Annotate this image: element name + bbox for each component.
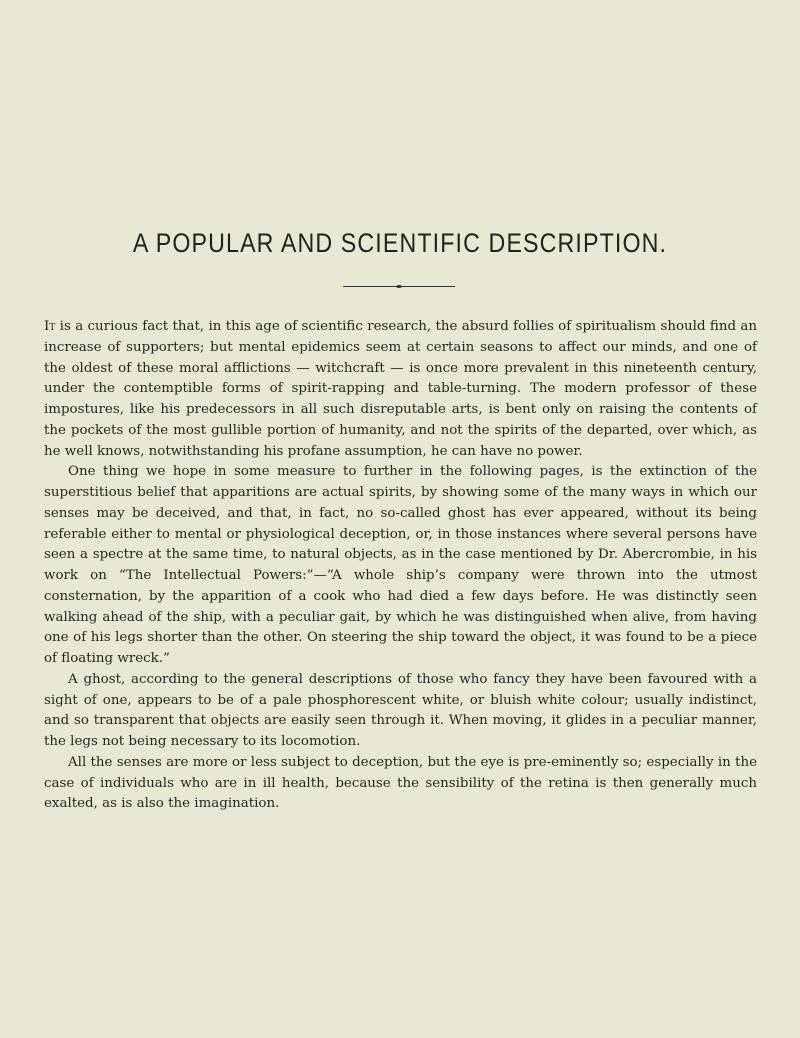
paragraph-1 (44, 317, 757, 462)
paragraph-3: A ghost, according to the general descriptions of those who fancy they have been favoured with a sight of one, appears to be of a pale phosphorescent white, or bluish white colour; usually indistinct, and so transparent that objects are easily seen through it. When moving, it glides in a peculiar manner, the legs not being necessary to its locomotion. (44, 671, 757, 749)
paragraph-4: All the senses are more or less subject to deception, but the eye is pre-eminently so; especially in the case of individuals who are in ill health, because the sensibility of the retina is then generally much exalted, as is also the imagination. (44, 754, 757, 812)
page-title: A POPULAR AND SCIENTIFIC DESCRIPTION. (132, 228, 668, 258)
title-rule-ornament (343, 285, 455, 289)
rule-dot (396, 285, 402, 288)
paragraph-text: is a curious fact that, in this age of scientific research, the absurd follies of spiritualism should find an increase of supporters; but mental epidemics seem at certain seasons to affect our minds, and one of the oldest of these moral afflictions — witchcraft — is once more prevalent in this nineteenth century, under the contemptible forms of spirit-rapping and table-turning. The modern professor of these impostures, like his predecessors in all such disreputable arts, is bent only on raising the contents of the pockets of the most gullible portion of humanity, and not the spirits of the departed, over which, as he well knows, notwithstanding his profane assumption, he can have no power. (44, 319, 757, 459)
drop-lead-word: It (44, 319, 56, 334)
paragraph-2: One thing we hope in some measure to further in the following pages, is the extinction of the superstitious belief that apparitions are actual spirits, by showing some of the many ways in which our senses may be deceived, and that, in fact, no so-called ghost has ever appeared, without its being referable either to mental or physiological deception, or, in those instances where several persons have seen a spectre at the same time, to natural objects, as in the case mentioned by Dr. Abercrombie, in his work on “The Intellectual Powers:”—“A whole ship’s company were thrown into the utmost consternation, by the apparition of a cook who had died a few days before. He was distinctly seen walking ahead of the ship, with a peculiar gait, by which he was distinguished when alive, from having one of his legs shorter than the other. On steering the ship toward the object, it was found to be a piece of floating wreck.” (44, 464, 757, 666)
body-text (44, 317, 757, 815)
